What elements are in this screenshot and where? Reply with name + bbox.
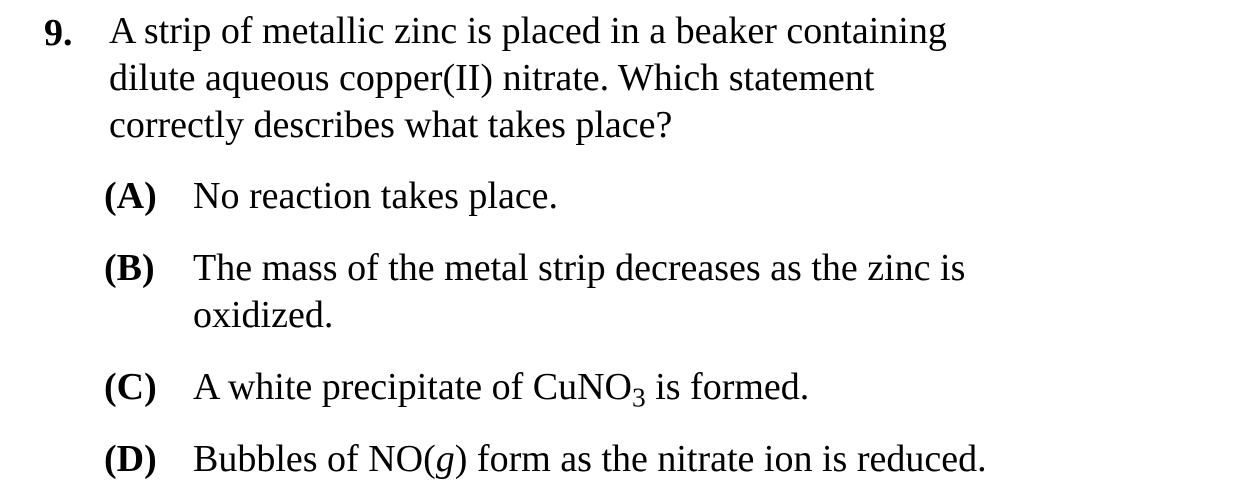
question-number: 9. xyxy=(44,12,73,54)
formula-subscript: 3 xyxy=(632,382,646,413)
choice-letter: (B) xyxy=(104,247,155,289)
choice-text xyxy=(193,364,1213,411)
choice-text-part: ) form as the nitrate ion is reduced. xyxy=(454,438,987,480)
choice-text-line xyxy=(193,364,1213,411)
choice-text xyxy=(193,245,1213,339)
choice-letter: (D) xyxy=(104,438,157,480)
choice-text-part: Bubbles of NO( xyxy=(193,438,436,480)
question-stem xyxy=(109,8,1209,149)
choice-letter: (C) xyxy=(104,366,157,408)
choice-letter: (A) xyxy=(104,175,157,217)
choice-text-line: The mass of the metal strip decreases as the zinc is xyxy=(193,247,966,289)
question-stem-line: correctly describes what takes place? xyxy=(109,104,673,146)
choice-text xyxy=(193,173,1213,220)
state-symbol-gas: g xyxy=(435,438,455,480)
choice-text-part: A white precipitate of CuNO xyxy=(193,366,633,408)
choice-text-line xyxy=(193,436,1213,483)
choice-text-part: is formed. xyxy=(645,366,810,408)
choice-text-line: No reaction takes place. xyxy=(193,175,559,217)
choice-text-line: oxidized. xyxy=(193,294,334,336)
choice-text xyxy=(193,436,1213,483)
question-stem-line: A strip of metallic zinc is placed in a beaker containing xyxy=(109,10,947,52)
question-stem-line: dilute aqueous copper(II) nitrate. Which statement xyxy=(109,57,875,99)
